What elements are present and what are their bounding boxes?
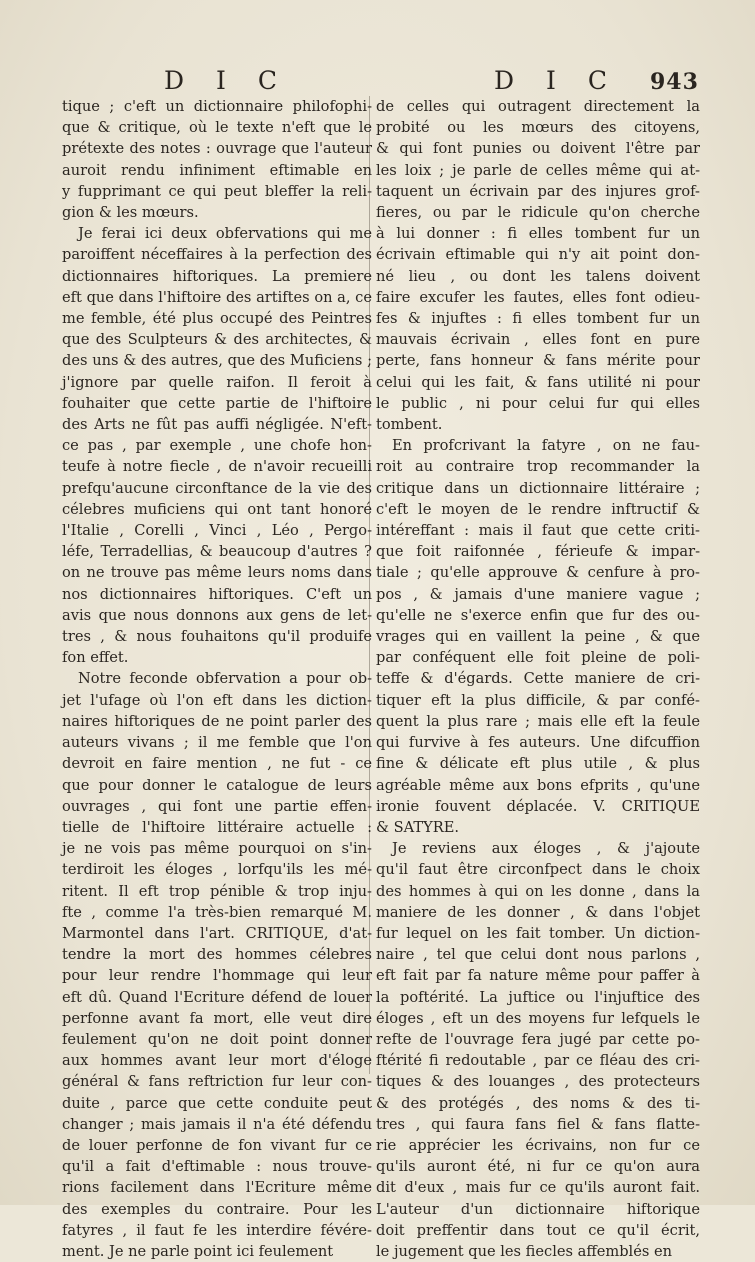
text-line: le public , ni pour celui fur qui elles (376, 394, 700, 412)
text-line: auteurs vivans ; il me femble que l'on (62, 734, 372, 752)
header-left-word: D I C (164, 66, 289, 95)
text-line: que pour donner le catalogue de leurs (62, 776, 372, 794)
text-line: Notre feconde obfervation a pour ob- (78, 670, 372, 688)
text-line: fte , comme l'a très-bien remarqué M. (62, 903, 372, 921)
text-line: qui furvive à fes auteurs. Une difcuffion (376, 734, 700, 752)
text-line: vrages qui en vaillent la peine , & que (376, 628, 700, 646)
text-line: Je reviens aux éloges , & j'ajoute (392, 840, 700, 858)
header-right-word: D I C (494, 66, 619, 95)
text-line: tiale ; qu'elle approuve & cenfure à pro- (376, 564, 700, 582)
text-line: devroit en faire mention , ne fut - ce (62, 755, 372, 773)
text-line: perte, fans honneur & fans mérite pour (376, 352, 700, 370)
text-line: aux hommes avant leur mort d'éloge (62, 1052, 372, 1070)
text-line: ironie fouvent déplacée. V. CRITIQUE (376, 797, 700, 815)
text-line: des exemples du contraire. Pour les (62, 1200, 372, 1218)
text-line: eft dû. Quand l'Ecriture défend de louer (62, 988, 372, 1006)
text-line: perfonne avant fa mort, elle veut dire (62, 1009, 372, 1027)
text-line: fine & délicate eft plus utile , & plus (376, 755, 700, 773)
text-line: dictionnaires hiftoriques. La premiere (62, 267, 372, 285)
text-line: maniere de les donner , & dans l'objet (376, 903, 700, 921)
text-line: eft fait par fa nature même pour paffer à (376, 967, 700, 985)
text-line: gion & les mœurs. (62, 204, 199, 222)
text-line: des Arts ne fût pas auffi négligée. N'eft- (62, 416, 372, 434)
page-number: 943 (650, 69, 699, 95)
text-line: général & fans reftriction fur leur con- (62, 1073, 372, 1091)
text-line: & qui font punies ou doivent l'être par (376, 140, 700, 158)
text-line: me femble, été plus occupé des Peintres (62, 310, 372, 328)
text-line: le jugement que les fiecles affemblés en (376, 1242, 673, 1260)
text-line: terdiroit les éloges , lorfqu'ils les mé- (62, 861, 372, 879)
text-line: roit au contraire trop recommander la (376, 458, 700, 476)
text-line: léfe, Terradellias, & beaucoup d'autres ? (62, 543, 372, 561)
text-line: des uns & des autres, que des Muficiens ; (62, 352, 372, 370)
text-line: que des Sculpteurs & des architectes, & (62, 331, 372, 349)
text-line: celui qui les fait, & fans utilité ni pour (376, 373, 700, 391)
text-line: tiquer eft la plus difficile, & par confé- (376, 691, 700, 709)
text-line: tielle de l'hiftoire littéraire actuelle : (62, 818, 372, 836)
text-line: rie apprécier les écrivains, non fur ce (376, 1136, 700, 1154)
text-line: & des protégés , des noms & des ti- (376, 1094, 700, 1112)
text-line: naires hiftoriques de ne point parler des (62, 712, 372, 730)
text-line: tombent. (376, 416, 443, 434)
running-header (0, 66, 755, 100)
text-line: qu'ils auront été, ni fur ce qu'on aura (376, 1158, 700, 1176)
text-line: tres , qui faura fans fiel & fans flatte- (376, 1115, 700, 1133)
text-line: teufe à notre fiecle , de n'avoir recueilli (62, 458, 372, 476)
text-line: y fupprimant ce qui peut bleffer la reli- (62, 182, 372, 200)
text-line: changer ; mais jamais il n'a été défendu (62, 1115, 372, 1133)
text-line: de louer perfonne de fon vivant fur ce (62, 1136, 372, 1154)
text-line: quent la plus rare ; mais elle eft la feule (376, 712, 700, 730)
text-line: jet l'ufage où l'on eft dans les diction- (62, 691, 372, 709)
text-line: des hommes à qui on les donne , dans la (376, 882, 700, 900)
text-line: j'ignore par quelle raifon. Il feroit à (62, 373, 372, 391)
text-line: fon effet. (62, 649, 129, 667)
text-line: ce pas , par exemple , une chofe hon- (62, 437, 372, 455)
text-line: je ne vois pas même pourquoi on s'in- (62, 840, 372, 858)
text-line: tres , & nous fouhaitons qu'il produife (62, 628, 372, 646)
left-text-column (62, 96, 372, 1262)
text-line: c'eft le moyen de le rendre inftructif & (376, 500, 700, 518)
text-line: éloges , eft un des moyens fur lefquels le (376, 1009, 700, 1027)
text-line: écrivain eftimable qui n'y ait point don- (376, 246, 700, 264)
text-line: ftérité fi redoutable , par ce fléau des cri- (376, 1052, 700, 1070)
text-line: pos , & jamais d'une maniere vague ; (376, 585, 700, 603)
text-line: fur lequel on les fait tomber. Un diction- (376, 924, 700, 942)
text-line: rions facilement dans l'Ecriture même (62, 1179, 372, 1197)
text-line: En profcrivant la fatyre , on ne fau- (392, 437, 700, 455)
text-line: avis que nous donnons aux gens de let- (62, 606, 372, 624)
text-line: né lieu , ou dont les talens doivent (376, 267, 700, 285)
text-line: ouvrages , qui font une partie effen- (62, 797, 372, 815)
right-text-column (376, 96, 700, 1262)
text-line: fieres, ou par le ridicule qu'on cherche (376, 204, 700, 222)
text-line: ritent. Il eft trop pénible & trop inju- (62, 882, 372, 900)
text-line: prefqu'aucune circonftance de la vie des (62, 479, 372, 497)
text-line: Je ferai ici deux obfervations qui me (78, 225, 372, 243)
text-line: que foit raifonnée , férieufe & impar- (376, 543, 700, 561)
text-line: à lui donner : fi elles tombent fur un (376, 225, 700, 243)
text-line: qu'il faut être circonfpect dans le choix (376, 861, 700, 879)
text-line: naire , tel que celui dont nous parlons , (376, 946, 700, 964)
text-line: nos dictionnaires hiftoriques. C'eft un (62, 585, 372, 603)
text-line: feulement qu'on ne doit point donner (62, 1030, 372, 1048)
text-line: faire excufer les fautes, elles font odieu- (376, 288, 700, 306)
text-line: duite , parce que cette conduite peut (62, 1094, 372, 1112)
text-line: auroit rendu infiniment eftimable en (62, 161, 372, 179)
text-line: doit preffentir dans tout ce qu'il écrit, (376, 1221, 700, 1239)
text-line: que & critique, où le texte n'eft que le (62, 119, 372, 137)
text-line: tendre la mort des hommes célebres (62, 946, 372, 964)
text-line: on ne trouve pas même leurs noms dans (62, 564, 372, 582)
text-line: par conféquent elle foit pleine de poli- (376, 649, 700, 667)
text-line: célebres muficiens qui ont tant honoré (62, 500, 372, 518)
text-line: taquent un écrivain par des injures grof- (376, 182, 700, 200)
text-line: L'auteur d'un dictionnaire hiftorique (376, 1200, 700, 1218)
text-line: intéreffant : mais il faut que cette criti- (376, 522, 700, 540)
text-line: dit d'eux , mais fur ce qu'ils auront fait. (376, 1179, 700, 1197)
text-line: qu'il a fait d'eftimable : nous trouve- (62, 1158, 372, 1176)
text-line: ment. Je ne parle point ici feulement (62, 1242, 334, 1260)
text-line: fes & injuftes : fi elles tombent fur un (376, 310, 700, 328)
text-line: tiques & des louanges , des protecteurs (376, 1073, 700, 1091)
text-line: refte de l'ouvrage fera jugé par cette po- (376, 1030, 700, 1048)
text-line: paroiffent néceffaires à la perfection des (62, 246, 372, 264)
text-line: prétexte des notes : ouvrage que l'auteur (62, 140, 372, 158)
text-line: de celles qui outragent directement la (376, 98, 700, 115)
text-line: les loix ; je parle de celles même qui at- (376, 161, 700, 179)
text-line: pour leur rendre l'hommage qui leur (62, 967, 372, 985)
text-line: fatyres , il faut fe les interdire févére- (62, 1221, 372, 1239)
text-line: teffe & d'égards. Cette maniere de cri- (376, 670, 700, 688)
text-line: & SATYRE. (376, 818, 460, 836)
text-line: l'Italie , Corelli , Vinci , Léo , Pergo- (62, 522, 372, 540)
text-line: critique dans un dictionnaire littéraire ; (376, 479, 700, 497)
text-line: probité ou les mœurs des citoyens, (376, 119, 700, 137)
text-line: la poftérité. La juftice ou l'injuftice des (376, 988, 700, 1006)
text-line: agréable même aux bons efprits , qu'une (376, 776, 700, 794)
text-line: qu'elle ne s'exerce enfin que fur des ou- (376, 606, 700, 624)
text-line: mauvais écrivain , elles font en pure (376, 331, 700, 349)
text-line: tique ; c'eft un dictionnaire philofophi- (62, 98, 372, 115)
text-line: Marmontel dans l'art. CRITIQUE, d'at- (62, 924, 372, 942)
text-line: fouhaiter que cette partie de l'hiftoire (62, 394, 372, 412)
text-line: eft que dans l'hiftoire des artiftes on a, ce (62, 288, 372, 306)
